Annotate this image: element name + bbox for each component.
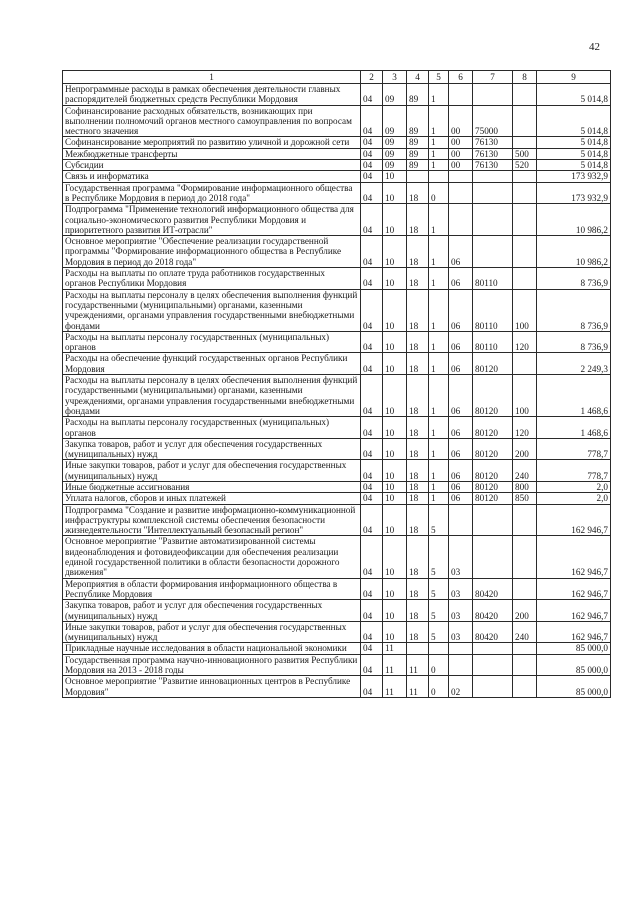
row-amount: 85 000,0 (537, 654, 611, 676)
chapter-code: 04 (361, 148, 383, 159)
direction-code (473, 504, 513, 536)
chapter-code: 04 (361, 137, 383, 148)
column-header: 3 (383, 71, 407, 84)
chapter-code: 04 (361, 578, 383, 600)
direction-code: 76130 (473, 137, 513, 148)
section-code: 10 (383, 621, 407, 643)
row-amount: 8 736,9 (537, 331, 611, 353)
row-amount: 1 468,6 (537, 375, 611, 417)
row-amount: 2 249,3 (537, 353, 611, 375)
chapter-code: 04 (361, 105, 383, 137)
subprogram-code: 1 (429, 438, 449, 460)
chapter-code: 04 (361, 84, 383, 106)
row-amount: 2,0 (537, 481, 611, 492)
expense-type-code (513, 137, 537, 148)
section-code: 09 (383, 84, 407, 106)
section-code: 09 (383, 105, 407, 137)
program-code: 18 (407, 268, 429, 290)
expense-type-code (513, 204, 537, 236)
header-row (63, 71, 611, 84)
section-code: 10 (383, 331, 407, 353)
subprogram-code: 0 (429, 676, 449, 698)
activity-code: 02 (449, 676, 473, 698)
program-code: 18 (407, 504, 429, 536)
subprogram-code: 5 (429, 578, 449, 600)
activity-code: 03 (449, 600, 473, 622)
program-code: 18 (407, 493, 429, 504)
direction-code: 80420 (473, 578, 513, 600)
subprogram-code: 1 (429, 105, 449, 137)
chapter-code: 04 (361, 204, 383, 236)
row-name: Субсидии (63, 160, 361, 171)
program-code: 18 (407, 578, 429, 600)
direction-code: 80120 (473, 460, 513, 482)
chapter-code: 04 (361, 481, 383, 492)
program-code: 18 (407, 536, 429, 578)
row-amount: 1 468,6 (537, 417, 611, 439)
chapter-code: 04 (361, 375, 383, 417)
program-code: 18 (407, 289, 429, 331)
chapter-code: 04 (361, 331, 383, 353)
program-code: 18 (407, 353, 429, 375)
direction-code (473, 182, 513, 204)
subprogram-code: 5 (429, 536, 449, 578)
row-name: Расходы на выплаты персоналу в целях обеспечения выполнения функций государственными (муниципальными) органами, казенными учреждениями, органами управления государственными внебюджетными фондами (63, 375, 361, 417)
column-header: 5 (429, 71, 449, 84)
chapter-code: 04 (361, 676, 383, 698)
activity-code: 03 (449, 536, 473, 578)
chapter-code: 04 (361, 460, 383, 482)
expense-type-code: 240 (513, 460, 537, 482)
subprogram-code: 1 (429, 353, 449, 375)
activity-code (449, 204, 473, 236)
program-code (407, 643, 429, 654)
expense-type-code: 500 (513, 148, 537, 159)
direction-code (473, 171, 513, 182)
row-amount: 5 014,8 (537, 84, 611, 106)
subprogram-code: 1 (429, 148, 449, 159)
direction-code (473, 204, 513, 236)
row-amount: 173 932,9 (537, 171, 611, 182)
row-name: Закупка товаров, работ и услуг для обеспечения государственных (муниципальных) нужд (63, 438, 361, 460)
expense-type-code (513, 236, 537, 268)
activity-code: 06 (449, 353, 473, 375)
direction-code: 80120 (473, 417, 513, 439)
budget-table (62, 70, 611, 698)
program-code: 18 (407, 481, 429, 492)
row-name: Государственная программа научно-инновационного развития Республики Мордовия на 2013 - 2018 годы (63, 654, 361, 676)
program-code: 11 (407, 654, 429, 676)
row-name: Прикладные научные исследования в области национальной экономики (63, 643, 361, 654)
row-name: Подпрограмма "Создание и развитие информационно-коммуникационной инфраструктуры комплексной системы обеспечения безопасности жизнедеятельности "Интеллектуальный безопасный регион" (63, 504, 361, 536)
row-amount: 162 946,7 (537, 621, 611, 643)
row-name: Основное мероприятие "Развитие автоматизированной системы видеонаблюдения и фотовидеофиксации для обеспечения реализации единой государственной политики в области безопасности дорожного движения" (63, 536, 361, 578)
row-amount: 162 946,7 (537, 536, 611, 578)
direction-code: 76130 (473, 160, 513, 171)
subprogram-code: 1 (429, 331, 449, 353)
program-code: 89 (407, 148, 429, 159)
program-code: 89 (407, 84, 429, 106)
subprogram-code: 1 (429, 84, 449, 106)
row-amount: 778,7 (537, 460, 611, 482)
row-name: Расходы на выплаты персоналу государственных (муниципальных) органов (63, 331, 361, 353)
expense-type-code (513, 578, 537, 600)
activity-code: 00 (449, 105, 473, 137)
section-code: 10 (383, 236, 407, 268)
activity-code: 06 (449, 236, 473, 268)
program-code: 11 (407, 676, 429, 698)
row-name: Мероприятия в области формирования информационного общества в Республике Мордовия (63, 578, 361, 600)
activity-code (449, 643, 473, 654)
expense-type-code (513, 171, 537, 182)
chapter-code: 04 (361, 621, 383, 643)
section-code: 10 (383, 493, 407, 504)
activity-code: 06 (449, 375, 473, 417)
row-name: Расходы на выплаты персоналу в целях обеспечения выполнения функций государственными (муниципальными) органами, казенными учреждениями, органами управления государственными внебюджетными фондами (63, 289, 361, 331)
row-amount: 162 946,7 (537, 578, 611, 600)
row-name: Софинансирование расходных обязательств, возникающих при выполнении полномочий органов местного самоуправления по вопросам местного значения (63, 105, 361, 137)
subprogram-code: 1 (429, 417, 449, 439)
activity-code (449, 84, 473, 106)
activity-code: 06 (449, 493, 473, 504)
program-code: 18 (407, 417, 429, 439)
section-code: 10 (383, 289, 407, 331)
activity-code: 00 (449, 137, 473, 148)
expense-type-code: 200 (513, 600, 537, 622)
activity-code: 06 (449, 438, 473, 460)
chapter-code: 04 (361, 353, 383, 375)
table-row (63, 600, 611, 622)
expense-type-code (513, 182, 537, 204)
activity-code: 00 (449, 160, 473, 171)
expense-type-code: 520 (513, 160, 537, 171)
expense-type-code (513, 654, 537, 676)
expense-type-code (513, 84, 537, 106)
section-code: 10 (383, 438, 407, 460)
page-number: 42 (589, 41, 600, 53)
row-name: Межбюджетные трансферты (63, 148, 361, 159)
section-code: 09 (383, 160, 407, 171)
section-code: 10 (383, 578, 407, 600)
program-code: 18 (407, 600, 429, 622)
table-row (63, 621, 611, 643)
row-name: Иные закупки товаров, работ и услуг для обеспечения государственных (муниципальных) нужд (63, 621, 361, 643)
program-code: 89 (407, 137, 429, 148)
row-name: Связь и информатика (63, 171, 361, 182)
table-row (63, 204, 611, 236)
row-amount: 8 736,9 (537, 289, 611, 331)
subprogram-code: 1 (429, 137, 449, 148)
row-name: Расходы на выплаты по оплате труда работников государственных органов Республики Мордовия (63, 268, 361, 290)
table-row (63, 460, 611, 482)
table-row (63, 654, 611, 676)
activity-code: 06 (449, 289, 473, 331)
row-name: Подпрограмма "Применение технологий информационного общества для социально-экономического развития Республики Мордовия и приоритетного развития ИТ-отрасли" (63, 204, 361, 236)
program-code: 18 (407, 460, 429, 482)
chapter-code: 04 (361, 182, 383, 204)
direction-code (473, 643, 513, 654)
section-code: 09 (383, 148, 407, 159)
program-code: 89 (407, 160, 429, 171)
subprogram-code: 1 (429, 160, 449, 171)
direction-code: 76130 (473, 148, 513, 159)
expense-type-code: 200 (513, 438, 537, 460)
row-amount: 5 014,8 (537, 105, 611, 137)
direction-code (473, 536, 513, 578)
expense-type-code (513, 268, 537, 290)
subprogram-code: 5 (429, 600, 449, 622)
row-name: Основное мероприятие "Развитие инновационных центров в Республике Мордовия" (63, 676, 361, 698)
row-amount: 85 000,0 (537, 643, 611, 654)
expense-type-code: 240 (513, 621, 537, 643)
section-code: 10 (383, 417, 407, 439)
section-code: 10 (383, 182, 407, 204)
chapter-code: 04 (361, 438, 383, 460)
chapter-code: 04 (361, 504, 383, 536)
row-name: Расходы на выплаты персоналу государственных (муниципальных) органов (63, 417, 361, 439)
direction-code: 80420 (473, 600, 513, 622)
expense-type-code (513, 504, 537, 536)
column-header: 6 (449, 71, 473, 84)
table-row (63, 493, 611, 504)
subprogram-code (429, 171, 449, 182)
chapter-code: 04 (361, 171, 383, 182)
activity-code: 06 (449, 268, 473, 290)
expense-type-code: 100 (513, 375, 537, 417)
row-amount: 8 736,9 (537, 268, 611, 290)
expense-type-code (513, 105, 537, 137)
table-row (63, 353, 611, 375)
row-amount: 10 986,2 (537, 204, 611, 236)
row-name: Уплата налогов, сборов и иных платежей (63, 493, 361, 504)
row-name: Основное мероприятие "Обеспечение реализации государственной программы "Формирование информационного общества в Республике Мордовия в период до 2018 года" (63, 236, 361, 268)
expense-type-code: 120 (513, 417, 537, 439)
subprogram-code: 0 (429, 654, 449, 676)
section-code: 10 (383, 268, 407, 290)
table-row (63, 536, 611, 578)
chapter-code: 04 (361, 536, 383, 578)
table-row (63, 417, 611, 439)
program-code: 18 (407, 204, 429, 236)
chapter-code: 04 (361, 493, 383, 504)
table-row (63, 504, 611, 536)
table-header (63, 71, 611, 84)
chapter-code: 04 (361, 289, 383, 331)
chapter-code: 04 (361, 160, 383, 171)
direction-code: 80420 (473, 621, 513, 643)
section-code: 10 (383, 460, 407, 482)
activity-code: 06 (449, 460, 473, 482)
subprogram-code: 0 (429, 182, 449, 204)
table-row (63, 331, 611, 353)
table-row (63, 105, 611, 137)
activity-code (449, 504, 473, 536)
direction-code: 80120 (473, 438, 513, 460)
column-header: 9 (537, 71, 611, 84)
direction-code: 80120 (473, 353, 513, 375)
column-header: 2 (361, 71, 383, 84)
row-amount: 162 946,7 (537, 600, 611, 622)
section-code: 10 (383, 600, 407, 622)
table-row (63, 137, 611, 148)
section-code: 10 (383, 481, 407, 492)
table-row (63, 160, 611, 171)
row-name: Непрограммные расходы в рамках обеспечения деятельности главных распорядителей бюджетных средств Республики Мордовия (63, 84, 361, 106)
table-body (63, 84, 611, 698)
direction-code: 80120 (473, 481, 513, 492)
subprogram-code: 1 (429, 493, 449, 504)
expense-type-code (513, 353, 537, 375)
direction-code: 80110 (473, 331, 513, 353)
table-row (63, 643, 611, 654)
direction-code (473, 236, 513, 268)
direction-code: 80120 (473, 375, 513, 417)
chapter-code: 04 (361, 236, 383, 268)
expense-type-code: 120 (513, 331, 537, 353)
section-code: 10 (383, 204, 407, 236)
row-amount: 2,0 (537, 493, 611, 504)
row-name: Закупка товаров, работ и услуг для обеспечения государственных (муниципальных) нужд (63, 600, 361, 622)
row-amount: 5 014,8 (537, 148, 611, 159)
subprogram-code (429, 643, 449, 654)
section-code: 10 (383, 171, 407, 182)
activity-code (449, 654, 473, 676)
table-row (63, 182, 611, 204)
row-amount: 173 932,9 (537, 182, 611, 204)
direction-code (473, 84, 513, 106)
row-name: Расходы на обеспечение функций государственных органов Республики Мордовия (63, 353, 361, 375)
activity-code: 06 (449, 331, 473, 353)
chapter-code: 04 (361, 268, 383, 290)
table-row (63, 84, 611, 106)
program-code: 18 (407, 621, 429, 643)
activity-code: 06 (449, 417, 473, 439)
table-row (63, 268, 611, 290)
activity-code: 00 (449, 148, 473, 159)
row-name: Иные бюджетные ассигнования (63, 481, 361, 492)
expense-type-code: 100 (513, 289, 537, 331)
section-code: 11 (383, 654, 407, 676)
program-code: 18 (407, 236, 429, 268)
program-code: 18 (407, 438, 429, 460)
column-header: 1 (63, 71, 361, 84)
activity-code: 06 (449, 481, 473, 492)
subprogram-code: 1 (429, 204, 449, 236)
direction-code: 80120 (473, 493, 513, 504)
table-row (63, 578, 611, 600)
row-name: Иные закупки товаров, работ и услуг для обеспечения государственных (муниципальных) нужд (63, 460, 361, 482)
expense-type-code (513, 643, 537, 654)
expense-type-code: 850 (513, 493, 537, 504)
table-row (63, 375, 611, 417)
program-code: 89 (407, 105, 429, 137)
row-name: Софинансирование мероприятий по развитию уличной и дорожной сети (63, 137, 361, 148)
expense-type-code: 800 (513, 481, 537, 492)
subprogram-code: 1 (429, 289, 449, 331)
program-code: 18 (407, 375, 429, 417)
program-code (407, 171, 429, 182)
activity-code: 03 (449, 621, 473, 643)
chapter-code: 04 (361, 600, 383, 622)
direction-code (473, 654, 513, 676)
subprogram-code: 1 (429, 268, 449, 290)
table-row (63, 438, 611, 460)
expense-type-code (513, 676, 537, 698)
table-row (63, 676, 611, 698)
subprogram-code: 5 (429, 504, 449, 536)
row-amount: 5 014,8 (537, 137, 611, 148)
activity-code (449, 171, 473, 182)
table-row (63, 289, 611, 331)
section-code: 11 (383, 676, 407, 698)
section-code: 11 (383, 643, 407, 654)
subprogram-code: 1 (429, 375, 449, 417)
chapter-code: 04 (361, 643, 383, 654)
subprogram-code: 1 (429, 236, 449, 268)
table-row (63, 171, 611, 182)
section-code: 10 (383, 375, 407, 417)
column-header: 8 (513, 71, 537, 84)
direction-code: 80110 (473, 268, 513, 290)
row-amount: 5 014,8 (537, 160, 611, 171)
section-code: 10 (383, 504, 407, 536)
program-code: 18 (407, 182, 429, 204)
direction-code (473, 676, 513, 698)
activity-code: 03 (449, 578, 473, 600)
column-header: 7 (473, 71, 513, 84)
table-row (63, 236, 611, 268)
chapter-code: 04 (361, 654, 383, 676)
row-amount: 162 946,7 (537, 504, 611, 536)
row-name: Государственная программа "Формирование информационного общества в Республике Мордовия в период до 2018 года" (63, 182, 361, 204)
subprogram-code: 1 (429, 460, 449, 482)
direction-code: 75000 (473, 105, 513, 137)
program-code: 18 (407, 331, 429, 353)
subprogram-code: 1 (429, 481, 449, 492)
column-header: 4 (407, 71, 429, 84)
section-code: 10 (383, 353, 407, 375)
chapter-code: 04 (361, 417, 383, 439)
table-row (63, 148, 611, 159)
section-code: 09 (383, 137, 407, 148)
expense-type-code (513, 536, 537, 578)
section-code: 10 (383, 536, 407, 578)
row-amount: 85 000,0 (537, 676, 611, 698)
row-amount: 778,7 (537, 438, 611, 460)
table-row (63, 481, 611, 492)
direction-code: 80110 (473, 289, 513, 331)
row-amount: 10 986,2 (537, 236, 611, 268)
subprogram-code: 5 (429, 621, 449, 643)
activity-code (449, 182, 473, 204)
